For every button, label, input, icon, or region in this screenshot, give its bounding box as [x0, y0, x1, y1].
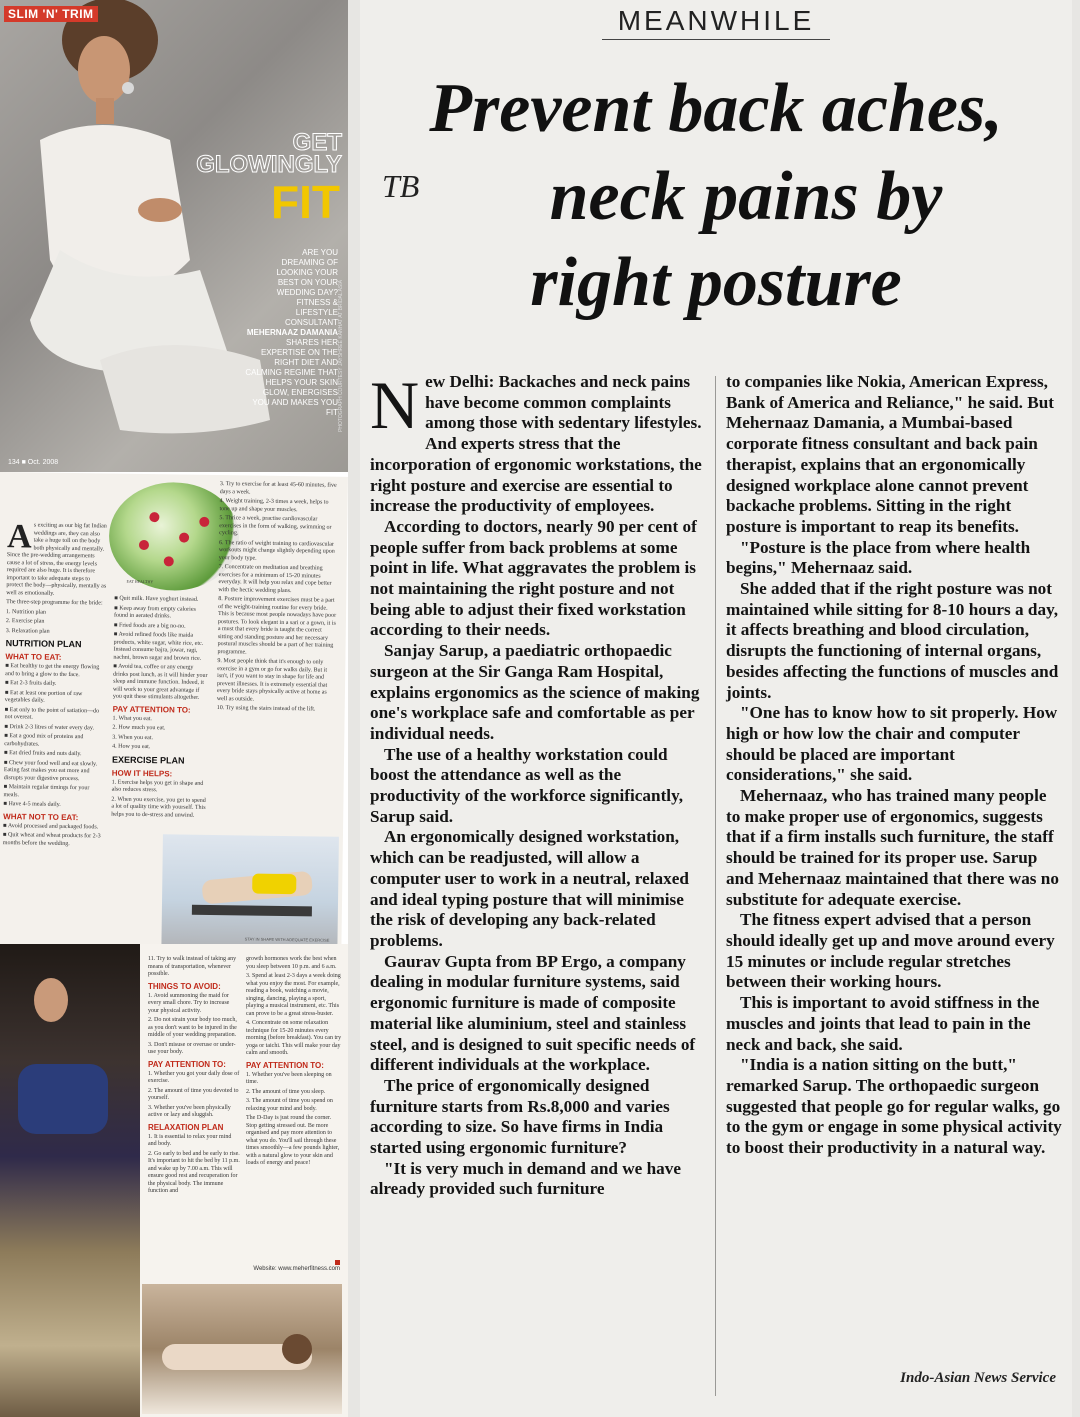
handwritten-mark: TB	[382, 168, 420, 204]
diet-item: ■ Fried foods are a big no-no.	[113, 622, 186, 630]
exercise-item: 5. Thrice a week, practise cardiovascular exercises in the form of walking, swimming or cycling.	[219, 515, 332, 537]
newspaper-clipping-area	[348, 0, 1080, 1417]
magazine-brand: SLIM 'N' TRIM	[4, 6, 98, 22]
eat-item: ■ Eat healthy to get the energy flowing and to bring a glow to the face.	[5, 663, 100, 678]
cover-headline-glowingly: GLOWINGLY	[196, 151, 342, 178]
diet-item: ■ Keep away from empty calories found in aerated drinks.	[113, 605, 196, 620]
pay-item: 3. When you eat.	[112, 734, 154, 741]
blurb-line: WEDDING DAY?	[276, 288, 338, 297]
magazine-text-panel	[0, 472, 348, 949]
relax-item: 1. It is essential to relax your mind and body.	[148, 1133, 232, 1147]
nutrition-heading: NUTRITION PLAN	[5, 638, 82, 650]
bridal-column-2	[246, 956, 342, 1170]
gym-caption: STAY IN SHAPE WITH ADEQUATE EXERCISE	[244, 936, 330, 943]
exercise-item: 6. The ratio of weight training to cardiovascular workouts might change slightly depending upon your body type.	[218, 539, 335, 562]
headline-line-1: Prevent back aches,	[429, 70, 1003, 147]
pay-item: 1. What you eat.	[112, 715, 153, 722]
cover-headline-get: GET	[292, 129, 342, 156]
diet-item: ■ Quit milk. Have yoghurt instead.	[114, 595, 199, 603]
walk-item: 11. Try to walk instead of taking any means of transportation, whenever possible.	[148, 956, 237, 977]
article-column-right	[726, 372, 1064, 1159]
newspaper-clipping	[360, 0, 1072, 1417]
page-folio: 134 ■ Oct. 2008	[8, 459, 59, 466]
byline: Indo-Asian News Service	[900, 1370, 1056, 1386]
avoid-item: 1. Avoid summoning the maid for every small chore. Try to increase your physical activity.	[148, 992, 230, 1014]
pay-attention-heading-2: PAY ATTENTION TO:	[148, 1059, 226, 1069]
blurb-line: LOOKING YOUR	[276, 268, 338, 277]
avoid-item: 3. Don't misuse or overuse or under-use your body.	[148, 1041, 236, 1055]
relax-item: growth hormones work the best when you sleep between 10 p.m. and 6 a.m.	[246, 956, 337, 970]
photo-credit: PHOTOGRAPH COURTESY JAYSHREE KANHAT AT BRIDAL ASIA	[338, 280, 344, 432]
step-item: 2. Exercise plan	[5, 618, 45, 625]
relax-item: 3. Spend at least 2-3 days a week doing what you enjoy the most. For example, reading a book, watching a movie, singing, dancing, playing a sport, playing a musical instrument, etc. This can prove to be a great stress-buster.	[246, 973, 341, 1017]
pay-item: 4. How you eat.	[112, 743, 151, 751]
relax-item: 4. Concentrate on some relaxation technique for 15-20 minutes every morning (before breakfast). You can try yoga or taichi. This will make your day calm and smooth.	[246, 1020, 342, 1056]
blurb-line: BEST ON YOUR	[277, 278, 338, 287]
exercise-heading: EXERCISE PLAN	[111, 754, 185, 766]
not-eat-item: ■ Avoid processed and packaged foods.	[3, 822, 99, 830]
blurb-line: LIFESTYLE	[295, 308, 338, 317]
section-label: MEANWHILE	[602, 4, 831, 40]
eat-item: ■ Eat only to the point of satiation—do not overeat.	[4, 706, 100, 721]
bridal-panel	[0, 944, 348, 1417]
intro-text: s exciting as our big fat Indian weddings are, they can also take a huge toll on the body both physically and mentally. Since the pre-wedding arrangements cause a lot of stress, the energy levels required are also huge. It is therefore important to take adequate steps to protect the body—physically, mentally as well as emotionally.	[6, 522, 107, 597]
exercise-item: 9. Most people think that it's enough to only exercise in a gym or go for walks daily. But it isn't, if you want to stay in shape for life and prevent illnesses. It is extremely essential that every bride stays physically active at home as well as outside.	[216, 658, 328, 703]
article-paragraph: "India is a nation sitting on the butt," remarked Sarup. The orthopaedic surgeon suggested that people go for regular walks, go to the gym or engage in some physical activity to boost their productivity in a natural way.	[726, 1055, 1062, 1158]
step-item: 1. Nutrition plan	[6, 608, 46, 616]
blurb-line: FITNESS &	[296, 298, 338, 307]
bridal-column-1	[148, 956, 240, 1198]
article-paragraph	[370, 367, 708, 517]
end-mark	[335, 1260, 340, 1265]
article-paragraph: Sanjay Sarup, a paediatric orthopaedic surgeon at the Sir Ganga Ram Hospital, explains ergonomics as the science of making one's workplace safe and comfortable as per individual needs.	[370, 641, 700, 743]
eat-item: ■ Have 4-5 meals daily.	[3, 801, 61, 808]
spa-photo	[142, 1284, 342, 1414]
magazine-column-2	[111, 596, 210, 822]
how-it-helps-heading: HOW IT HELPS:	[111, 768, 173, 778]
model-photo	[0, 0, 280, 472]
gym-photo	[161, 834, 339, 946]
helps-item: 1. Exercise helps you get in shape and also reduces stress.	[111, 779, 204, 794]
what-not-to-eat-heading: WHAT NOT TO EAT:	[3, 811, 79, 822]
exercise-item: 4. Weight training, 2-3 times a week, helps to tone up and shape your muscles.	[219, 498, 329, 513]
cover-headline	[196, 129, 342, 178]
consultant-name: MEHERNAAZ DAMANIA	[246, 328, 338, 337]
pay-item: 3. Whether you've been physically active or lazy and sluggish.	[148, 1104, 231, 1118]
pay-attention-heading-3: PAY ATTENTION TO:	[246, 1060, 324, 1070]
blurb-tail: SHARES HER EXPERTISE ON THE RIGHT DIET AND CALMING REGIME THAT HELPS YOUR SKIN GLOW, ENERGISES YOU AND MAKES YOU FIT	[245, 338, 338, 417]
eat-item: ■ Eat at least one portion of raw vegetables daily.	[4, 689, 83, 704]
article-paragraph: An ergonomically designed workstation, which can be readjusted, will allow a computer user to work in a neutral, relaxed and ideal typing posture that will minimise the risk of developing any back-related problems.	[370, 827, 689, 950]
article-paragraph: "It is very much in demand and we have already provided such furniture	[370, 1158, 681, 1199]
column-divider	[715, 376, 716, 1396]
article-paragraph: This is important to avoid stiffness in the muscles and joints that lead to pain in the neck and back, she said.	[726, 993, 1040, 1054]
exercise-item: 8. Posture improvement exercises must be a part of the weight-training routine for every bride. This is because most people nowadays have poor postures. To look elegant in a sari or a gown, it is a must that every bride is taught the correct sitting and standing posture and her necessary postural muscles should be a part of her training programme.	[217, 596, 337, 655]
magazine-column-3	[217, 481, 340, 716]
pay-item: 2. The amount of time you sleep.	[246, 1088, 326, 1095]
bride-photo	[0, 944, 140, 1417]
article-paragraph: to companies like Nokia, American Express, Bank of America and Reliance," he said. But Mehernaaz Damania, a Mumbai-based corporate fitness consultant and back pain therapist, explains that an ergonomically designed workplace alone cannot prevent backache problems. Sitting in the right posture is important to reap its benefits.	[726, 372, 1055, 536]
blurb-line: CONSULTANT	[284, 318, 338, 327]
things-to-avoid-heading: THINGS TO AVOID:	[148, 981, 221, 991]
eat-item: ■ Eat a good mix of proteins and carbohydrates.	[4, 733, 84, 748]
programme-text: The three-step programme for the bride:	[6, 599, 103, 607]
relax-item: 2. Go early to bed and be early to rise. It's important to hit the bed by 11 p.m. and wake up by 7.00 a.m. This will ensure good rest and recuperation for the physical body. The immune function and	[148, 1150, 240, 1194]
eat-item: ■ Eat dried fruits and nuts daily.	[4, 750, 82, 758]
drop-cap: N	[370, 367, 420, 443]
headline-line-2: neck pains by	[549, 158, 943, 235]
blurb-line: DREAMING OF	[281, 258, 338, 267]
exercise-item: 10. Try using the stairs instead of the lift.	[216, 705, 316, 713]
article-paragraph: "Posture is the place from where health begins," Mehernaaz said.	[726, 537, 1031, 578]
blurb-line: ARE YOU	[302, 248, 338, 257]
exercise-item: 7. Concentrate on meditation and breathing exercises for a minimum of 15-20 minutes everyday. It will help you relax and cope better with the hectic wedding plans.	[218, 564, 332, 594]
pay-item: 3. The amount of time you spend on relaxing your mind and body.	[246, 1098, 333, 1112]
headline-line-3: right posture	[530, 244, 902, 321]
article-paragraph: According to doctors, nearly 90 per cent of people suffer from back problems at some point in life. What aggravates the problem is not maintaining the right posture and not being able to adjust their fixed workstation according to their needs.	[370, 516, 697, 640]
section-title	[360, 4, 1072, 40]
magazine-collage	[0, 0, 348, 1417]
pay-item: 1. Whether you got your daily dose of exercise.	[148, 1070, 240, 1084]
eat-item: ■ Chew your food well and eat slowly. Eating fast makes you eat more and disrupts your digestive process.	[3, 759, 98, 782]
article-paragraph: The fitness expert advised that a person should ideally get up and move around every 15 minutes or include regular stretches between their working hours.	[726, 910, 1055, 992]
salad-caption: EAT HEALTHY	[126, 578, 154, 585]
paragraph-text: ew Delhi: Backaches and neck pains have become common complaints among those with sedentary lifestyles. And experts stress that the incorporation of ergonomic workstations, the right posture and exercise are essential to increase the productivity of employees.	[370, 372, 702, 516]
diet-item: ■ Avoid tea, coffee or any energy drinks post lunch, as it will hinder your sleep and immune function. Indeed, it will work to your great advantage if you quit these stimulants altogether.	[112, 663, 208, 701]
pay-item: 2. How much you eat.	[112, 724, 166, 732]
article-paragraph: The use of a healthy workstation could boost the attendance as well as the productivity of the workforce significantly, Sarup said.	[370, 744, 684, 826]
diet-item: ■ Avoid refined foods like maida products, white sugar, white rice, etc. Instead consume bajra, jowar, ragi, nachni, brown sugar and brown rice.	[113, 631, 204, 662]
magazine-column-1	[2, 518, 108, 850]
article-paragraph: The price of ergonomically designed furniture starts from Rs.8,000 and varies according to size. So have firms in India started using ergonomic furniture?	[370, 1075, 670, 1158]
not-eat-item: ■ Quit wheat and wheat products for 2-3 months before the wedding.	[2, 832, 101, 847]
closing-text: The D-Day is just round the corner. Stop getting stressed out. Be more organised and pay more attention to what you do. You'll sail through these times smoothly—a few pounds lighter, with a natural glow to your skin and loads of energy and peace!	[246, 1115, 340, 1166]
pay-item: 1. Whether you've been sleeping on time.	[246, 1071, 332, 1085]
relaxation-heading: RELAXATION PLAN	[148, 1122, 224, 1132]
what-to-eat-heading: WHAT TO EAT:	[5, 652, 62, 662]
website-link[interactable]: Website: www.meherfitness.com	[253, 1266, 340, 1272]
article-paragraph: Gaurav Gupta from BP Ergo, a company dealing in modular furniture systems, said ergonomic furniture is made of composite material like aluminium, steel and stainless steel, and is designed to suit specific needs of different individuals at the workplace.	[370, 951, 696, 1075]
article-column-left	[370, 367, 708, 1200]
article-paragraph: "One has to know how to sit properly. How high or how low the chair and computer should be placed are important considerations," she said.	[726, 703, 1058, 785]
helps-item: 2. When you exercise, you get to spend a lot of quality time with yourself. This helps you to de-stress and unwind.	[111, 796, 206, 819]
article-paragraph: Mehernaaz, who has trained many people to make proper use of ergonomics, suggests that if a firm installs such furniture, the staff should be trained for its proper use. Sarup and Mehernaaz maintained that there was no substitute for adequate exercise.	[726, 786, 1059, 909]
eat-item: ■ Maintain regular timings for your meals.	[3, 784, 90, 798]
eat-item: ■ Drink 2-3 litres of water every day.	[4, 723, 95, 731]
drop-cap-a: A	[6, 518, 32, 556]
eat-item: ■ Eat 2-3 fruits daily.	[5, 680, 57, 687]
pay-item: 2. The amount of time you devoted to yourself.	[148, 1087, 239, 1101]
cover-blurb	[244, 248, 338, 418]
article-paragraph: She added that if the right posture was not maintained while sitting for 8-10 hours a day, it affects breathing and blood circulation, disrupts the functioning of internal organs, besides affecting the functions of muscles and joints.	[726, 579, 1059, 702]
step-item: 3. Relaxation plan	[5, 627, 50, 635]
pay-attention-heading: PAY ATTENTION TO:	[112, 704, 191, 715]
cover-headline-fit: FIT	[271, 176, 340, 228]
avoid-item: 2. Do not strain your body too much, as you don't want to be injured in the middle of your wedding preparation.	[148, 1017, 237, 1038]
magazine-cover-panel	[0, 0, 348, 472]
exercise-item: 3. Try to exercise for at least 45-60 minutes, five days a week.	[219, 481, 337, 496]
